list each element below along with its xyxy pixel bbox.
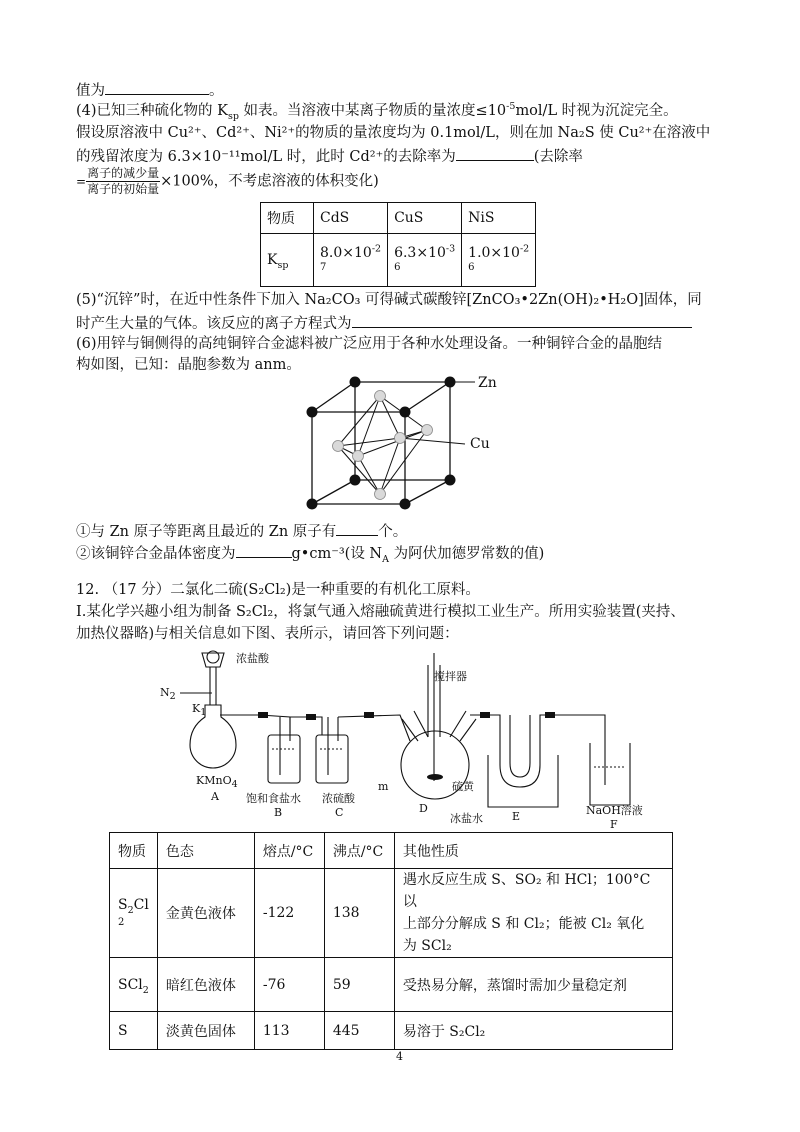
fraction: $\frac{\text{离子的减少量}}{\text{离子的初始量}}$ — [87, 166, 160, 196]
question-12-intro-2: 加热仪器略)与相关信息如下图、表所示，请回答下列问题： — [76, 626, 459, 642]
kmno4-label: KMnO$_4$ — [196, 774, 238, 791]
stirrer-label: 搅拌器 — [434, 670, 467, 683]
answer-blank[interactable] — [236, 542, 292, 558]
naoh-label: NaOH溶液 — [586, 804, 643, 817]
question-12-title: 12. （17 分）二氯化二硫(S₂Cl₂)是一种重要的有机化工原料。 — [76, 582, 480, 598]
table-cell: 59 — [324, 958, 394, 1012]
label-a: A — [211, 790, 219, 803]
table-header: 其他性质 — [394, 833, 672, 869]
table-cell: 遇水反应生成 S、SO₂ 和 HCl；100°C以 上部分分解成 S 和 Cl₂；能被 Cl₂ 氧化 为 SCl₂ — [394, 869, 672, 958]
question-6: (6)用锌与铜侧得的高纯铜锌合金滤料被广泛应用于各种水处理设备。一种铜锌合金的晶胞结 — [76, 336, 663, 352]
table-cell: $6.3\times 10^{-3}$ 6 — [388, 234, 462, 287]
table-cell: 易溶于 S₂Cl₂ — [394, 1012, 672, 1050]
table-cell: 暗红色液体 — [157, 958, 254, 1012]
cu-label: Cu — [470, 436, 490, 452]
table-cell: 445 — [324, 1012, 394, 1050]
answer-line-value: 值为 。 — [76, 79, 224, 101]
table-header: 物质 — [110, 833, 158, 869]
table-cell: $K_{sp}$ — [261, 234, 314, 287]
sulfur-label: 硫黄 — [452, 780, 474, 793]
subquestion-1: ①与 Zn 原子等距离且最近的 Zn 原子有 个。 — [76, 520, 407, 542]
question-4-line: 假设原溶液中 Cu²⁺、Cd²⁺、Ni²⁺的物质的量浓度均为 0.1mol/L，则在加 Na₂S 使 Cu²⁺在溶液中 — [76, 125, 711, 141]
table-row — [110, 869, 673, 958]
table-header: 物质 — [261, 203, 314, 234]
table-cell: 淡黄色固体 — [157, 1012, 254, 1050]
answer-blank[interactable] — [352, 312, 692, 328]
table-cell: $1.0\times 10^{-2}$ 6 — [462, 234, 536, 287]
label-b: B — [274, 806, 283, 819]
removal-rate-formula: = $\frac{\text{离子的减少量}}{\text{离子的初始量}}$ ×100%，不考虑溶液的体积变化) — [76, 166, 379, 196]
ice-label: 冰盐水 — [450, 812, 483, 825]
page-number: 4 — [396, 1050, 403, 1063]
table-cell: 138 — [324, 869, 394, 958]
question-5-equation: 时产生大量的气体。该反应的离子方程式为 — [76, 312, 692, 334]
table-header: CdS — [314, 203, 388, 234]
table-header: 沸点/°C — [324, 833, 394, 869]
table-header: 熔点/°C — [254, 833, 324, 869]
k1-label: $K_1$ — [192, 702, 207, 719]
table-cell: -122 — [254, 869, 324, 958]
label-e: E — [512, 810, 521, 823]
question-4-intro: (4)已知三种硫化物的 $K_{sp}$ 如表。当溶液中某离子物质的量浓度$\le 10^{-5}mol/L$ 时视为沉淀完全。 — [76, 101, 678, 122]
m-label: m — [378, 780, 389, 793]
question-5: (5)“沉锌”时，在近中性条件下加入 Na₂CO₃ 可得碱式碳酸锌[ZnCO₃•2Zn(OH)₂•H₂O]固体，同 — [76, 292, 702, 308]
zn-label: Zn — [478, 375, 497, 391]
table-cell: SCl$_2$ — [110, 958, 158, 1012]
subquestion-2: ②该铜锌合金晶体密度为 g•cm⁻³(设 $N_A$ 为阿伏加德罗常数的值) — [76, 542, 544, 564]
table-row — [110, 958, 673, 1012]
question-6-line: 构如图，已知：晶胞参数为 anm。 — [76, 357, 301, 373]
table-cell: 113 — [254, 1012, 324, 1050]
label-f: F — [610, 818, 618, 831]
table-cell: S — [110, 1012, 158, 1050]
table-cell: 金黄色液体 — [157, 869, 254, 958]
conc-hcl-label: 浓盐酸 — [236, 652, 269, 665]
label-d: D — [419, 802, 428, 815]
table-cell: $S_2Cl$ 2 — [110, 869, 158, 958]
table-cell: -76 — [254, 958, 324, 1012]
table-cell: $8.0\times 10^{-2}$ 7 — [314, 234, 388, 287]
n2-label: $N_2$ — [160, 686, 176, 703]
table-header: NiS — [462, 203, 536, 234]
question-4-removal-rate: 的残留浓度为 6.3×10⁻¹¹mol/L 时，此时 Cd²⁺的去除率为 (去除率 — [76, 145, 583, 167]
h2so4-label: 浓硫酸 — [322, 792, 355, 805]
question-12-intro: I.某化学兴趣小组为制备 S₂Cl₂，将氯气通入熔融硫黄进行模拟工业生产。所用实验装置(夹持、 — [76, 604, 685, 620]
answer-blank[interactable] — [456, 145, 534, 161]
table-header: 色态 — [157, 833, 254, 869]
table-header: CuS — [388, 203, 462, 234]
table-cell: 受热易分解，蒸馏时需加少量稳定剂 — [394, 958, 672, 1012]
ksp-table — [260, 202, 536, 287]
answer-blank[interactable] — [105, 79, 209, 95]
brine-label: 饱和食盐水 — [246, 792, 301, 805]
answer-blank[interactable] — [336, 520, 378, 536]
properties-table — [109, 832, 673, 1050]
table-row — [110, 1012, 673, 1050]
label-c: C — [335, 806, 344, 819]
